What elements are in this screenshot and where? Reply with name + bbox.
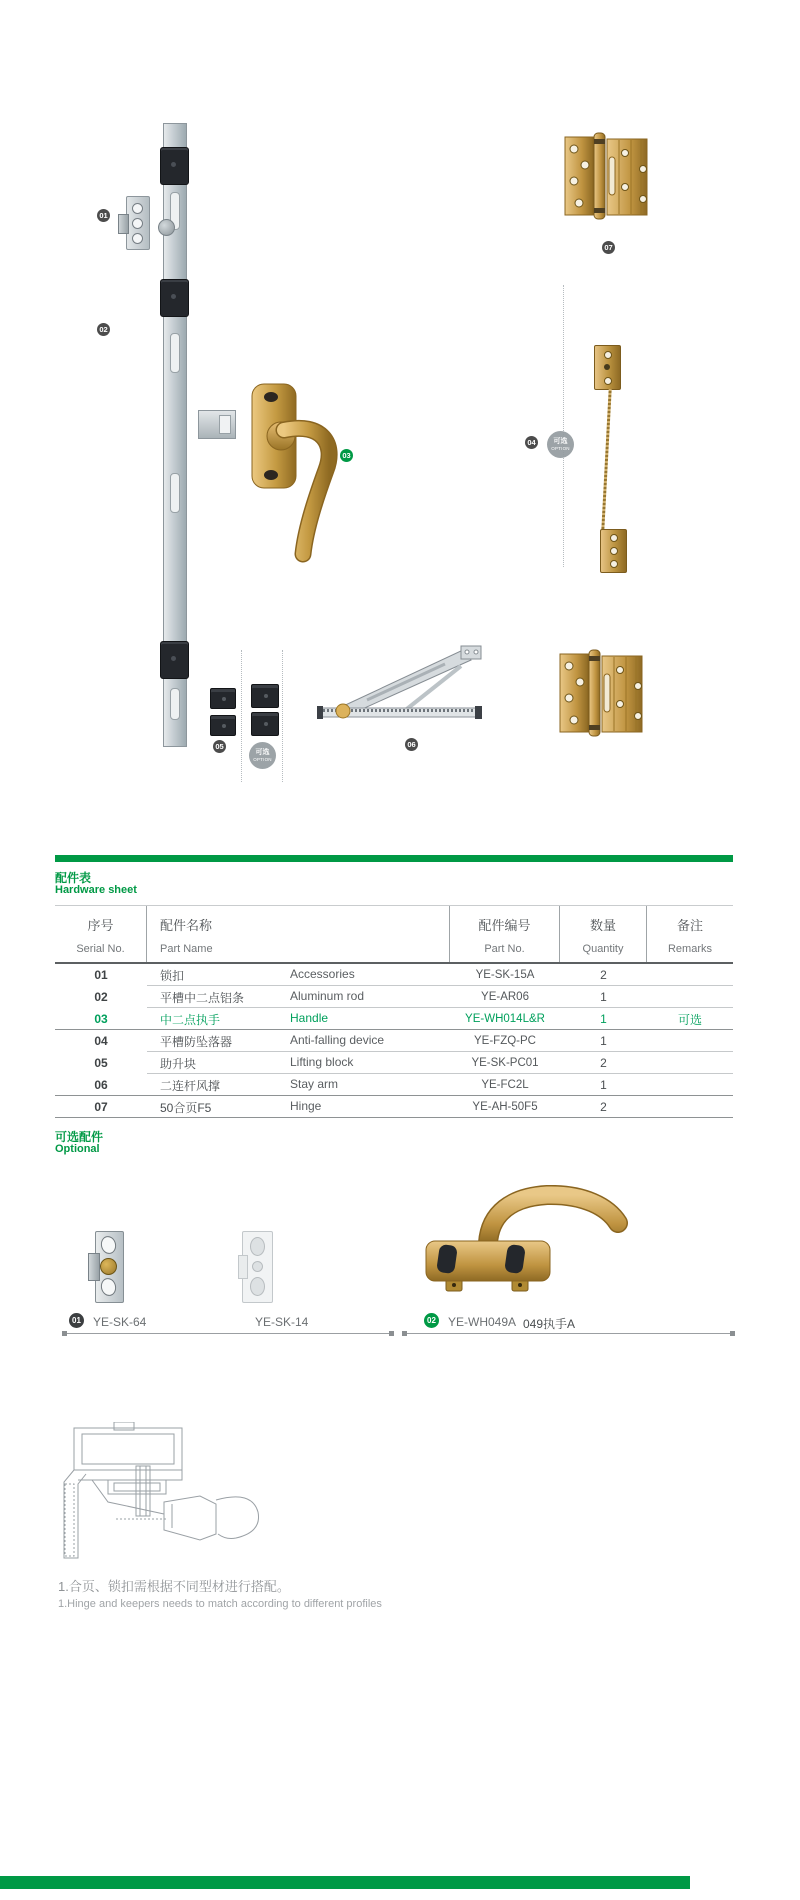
keeper-latch — [118, 214, 129, 234]
table-row-highlighted — [55, 1008, 733, 1030]
table-row — [55, 1052, 733, 1074]
cell-name-cn: 平槽中二点铝条 — [160, 990, 245, 1005]
hardware-sheet-title-en: Hardware sheet — [55, 884, 137, 896]
cell-name-cn: 二连杆风撑 — [160, 1078, 221, 1093]
header-qty-cn: 数量 — [589, 918, 616, 933]
option-badge-en: OPTION — [253, 756, 272, 762]
rod-slot — [170, 333, 180, 373]
cell-name-cn: 助升块 — [160, 1056, 197, 1071]
screw — [604, 351, 612, 359]
cell-serial: 03 — [94, 1012, 108, 1026]
option-badge-en: OPTION — [551, 445, 570, 451]
cell-qty: 2 — [600, 968, 607, 982]
table-row — [55, 1074, 733, 1096]
col-remarks — [647, 906, 733, 962]
cell-name-en: Lifting block — [290, 1054, 354, 1069]
dotted-guide-line — [282, 650, 283, 782]
section-accent-bar — [55, 855, 733, 862]
cell-name-en: Aluminum rod — [290, 988, 365, 1003]
col-serial — [55, 906, 147, 962]
option-badge-cn: 可选 — [553, 437, 568, 445]
rod-keeper-block — [160, 641, 189, 679]
label-049-handle: 049执手A — [523, 1317, 576, 1331]
rod-keeper-block — [160, 147, 189, 185]
marker-04: 04 — [525, 436, 538, 449]
cell-qty: 2 — [600, 1056, 607, 1070]
rod-slot — [170, 473, 180, 513]
marker-07: 07 — [602, 241, 615, 254]
col-qty — [560, 906, 647, 962]
optional-title-cn: 可选配件 — [55, 1130, 104, 1144]
cell-serial: 06 — [94, 1078, 108, 1092]
stay-arm-illustration — [315, 640, 485, 732]
footer-accent-bar — [0, 1876, 690, 1889]
label-ye-wh049a: YE-WH049A — [448, 1315, 517, 1329]
header-qty-en: Quantity — [582, 943, 624, 955]
optional-handle-wh049a — [412, 1185, 637, 1305]
header-remarks-en: Remarks — [667, 943, 712, 955]
keeper-screw — [100, 1258, 117, 1275]
caption-line-1 — [64, 1333, 392, 1334]
cell-partno: YE-SK-PC01 — [471, 1057, 539, 1069]
cell-name-cn: 锁扣 — [160, 968, 185, 983]
optional-badge-02: 02 — [424, 1313, 439, 1328]
marker-06: 06 — [405, 738, 418, 751]
cell-qty: 1 — [600, 990, 607, 1004]
cell-qty: 1 — [600, 1078, 607, 1092]
table-row — [55, 1096, 733, 1118]
cell-partno: YE-AR06 — [481, 991, 529, 1003]
cell-partno: YE-AH-50F5 — [472, 1101, 538, 1113]
anti-fall-top-block — [594, 345, 621, 390]
cell-serial: 01 — [94, 968, 108, 982]
screw — [604, 377, 612, 385]
hardware-table — [55, 905, 733, 1118]
cell-partno: YE-FZQ-PC — [474, 1035, 536, 1047]
caption-line-2 — [404, 1333, 733, 1334]
marker-01: 01 — [97, 209, 110, 222]
optional-badge-01: 01 — [69, 1313, 84, 1328]
header-partno-cn: 配件编号 — [478, 918, 531, 933]
header-serial-en: Serial No. — [76, 943, 125, 955]
lifting-block-optional — [251, 684, 279, 708]
hardware-sheet-title-cn: 配件表 — [55, 871, 92, 885]
lock-keeper-illustration — [126, 196, 150, 250]
rod-cam-pin — [158, 219, 175, 236]
label-ye-sk-64: YE-SK-64 — [93, 1315, 147, 1329]
cell-qty: 1 — [600, 1012, 607, 1026]
marker-05: 05 — [213, 740, 226, 753]
cell-name-cn: 平槽防坠落器 — [160, 1034, 233, 1049]
optional-title-en: Optional — [55, 1143, 100, 1155]
cell-qty: 2 — [600, 1100, 607, 1114]
optional-keeper-sk64 — [88, 1231, 128, 1301]
cell-name-cn: 中二点执手 — [160, 1012, 221, 1027]
marker-02: 02 — [97, 323, 110, 336]
keeper-hole — [252, 1261, 263, 1272]
cell-partno: YE-FC2L — [481, 1079, 529, 1091]
cell-name-en: Handle — [290, 1010, 329, 1025]
hinge-top-illustration — [563, 131, 651, 223]
table-header-row — [55, 906, 733, 964]
cell-name-cn: 50合页F5 — [160, 1100, 212, 1115]
hinge-bottom-illustration — [558, 648, 646, 740]
dotted-guide-line — [563, 285, 564, 567]
screw — [610, 560, 618, 568]
cell-qty: 1 — [600, 1034, 607, 1048]
keeper-hole — [132, 218, 143, 229]
label-ye-sk-14: YE-SK-14 — [255, 1315, 309, 1329]
rod-keeper-block — [160, 279, 189, 317]
cell-name-en: Stay arm — [290, 1076, 339, 1091]
dotted-guide-line — [241, 650, 242, 782]
option-badge — [249, 742, 276, 769]
profile-cross-section-drawing — [52, 1422, 267, 1577]
header-name-cn: 配件名称 — [160, 918, 213, 933]
keeper-latch — [88, 1253, 100, 1281]
lifting-block — [210, 715, 236, 736]
col-name — [147, 906, 450, 962]
cell-partno: YE-WH014L&R — [465, 1013, 545, 1025]
anti-fall-cable — [601, 389, 611, 530]
header-name-en: Part Name — [160, 943, 213, 955]
header-remarks-cn: 备注 — [676, 918, 703, 933]
col-partno — [450, 906, 560, 962]
screw — [610, 547, 618, 555]
header-serial-cn: 序号 — [87, 918, 114, 933]
table-row — [55, 1030, 733, 1052]
cell-serial: 04 — [94, 1034, 108, 1048]
table-row — [55, 986, 733, 1008]
handle-illustration — [240, 378, 355, 563]
cell-serial: 07 — [94, 1100, 108, 1114]
keeper-hole — [250, 1277, 265, 1296]
optional-keeper-sk14 — [238, 1231, 274, 1301]
note-en: 1.Hinge and keepers needs to match according to different profiles — [58, 1598, 382, 1610]
cell-partno: YE-SK-15A — [475, 969, 535, 981]
keeper-hole — [250, 1237, 265, 1256]
cell-name-en: Accessories — [290, 966, 355, 981]
marker-03: 03 — [340, 449, 353, 462]
mortise-connector — [198, 410, 236, 439]
cell-name-en: Anti-falling device — [290, 1032, 385, 1047]
anti-fall-bottom-block — [600, 529, 627, 573]
cell-name-en: Hinge — [290, 1098, 322, 1113]
screw — [610, 534, 618, 542]
option-badge — [547, 431, 574, 458]
keeper-bump — [238, 1255, 248, 1279]
cell-serial: 02 — [94, 990, 108, 1004]
rod-slot — [170, 688, 180, 720]
note-cn: 1.合页、锁扣需根据不同型材进行搭配。 — [58, 1579, 290, 1594]
header-partno-en: Part No. — [484, 943, 525, 955]
keeper-hole — [132, 203, 143, 214]
option-badge-cn: 可选 — [255, 748, 270, 756]
lifting-block — [210, 688, 236, 709]
lifting-block-optional — [251, 712, 279, 736]
keeper-hole — [132, 233, 143, 244]
hole — [604, 364, 610, 370]
cell-remarks: 可选 — [677, 1012, 702, 1027]
table-row — [55, 964, 733, 986]
cell-serial: 05 — [94, 1056, 108, 1070]
